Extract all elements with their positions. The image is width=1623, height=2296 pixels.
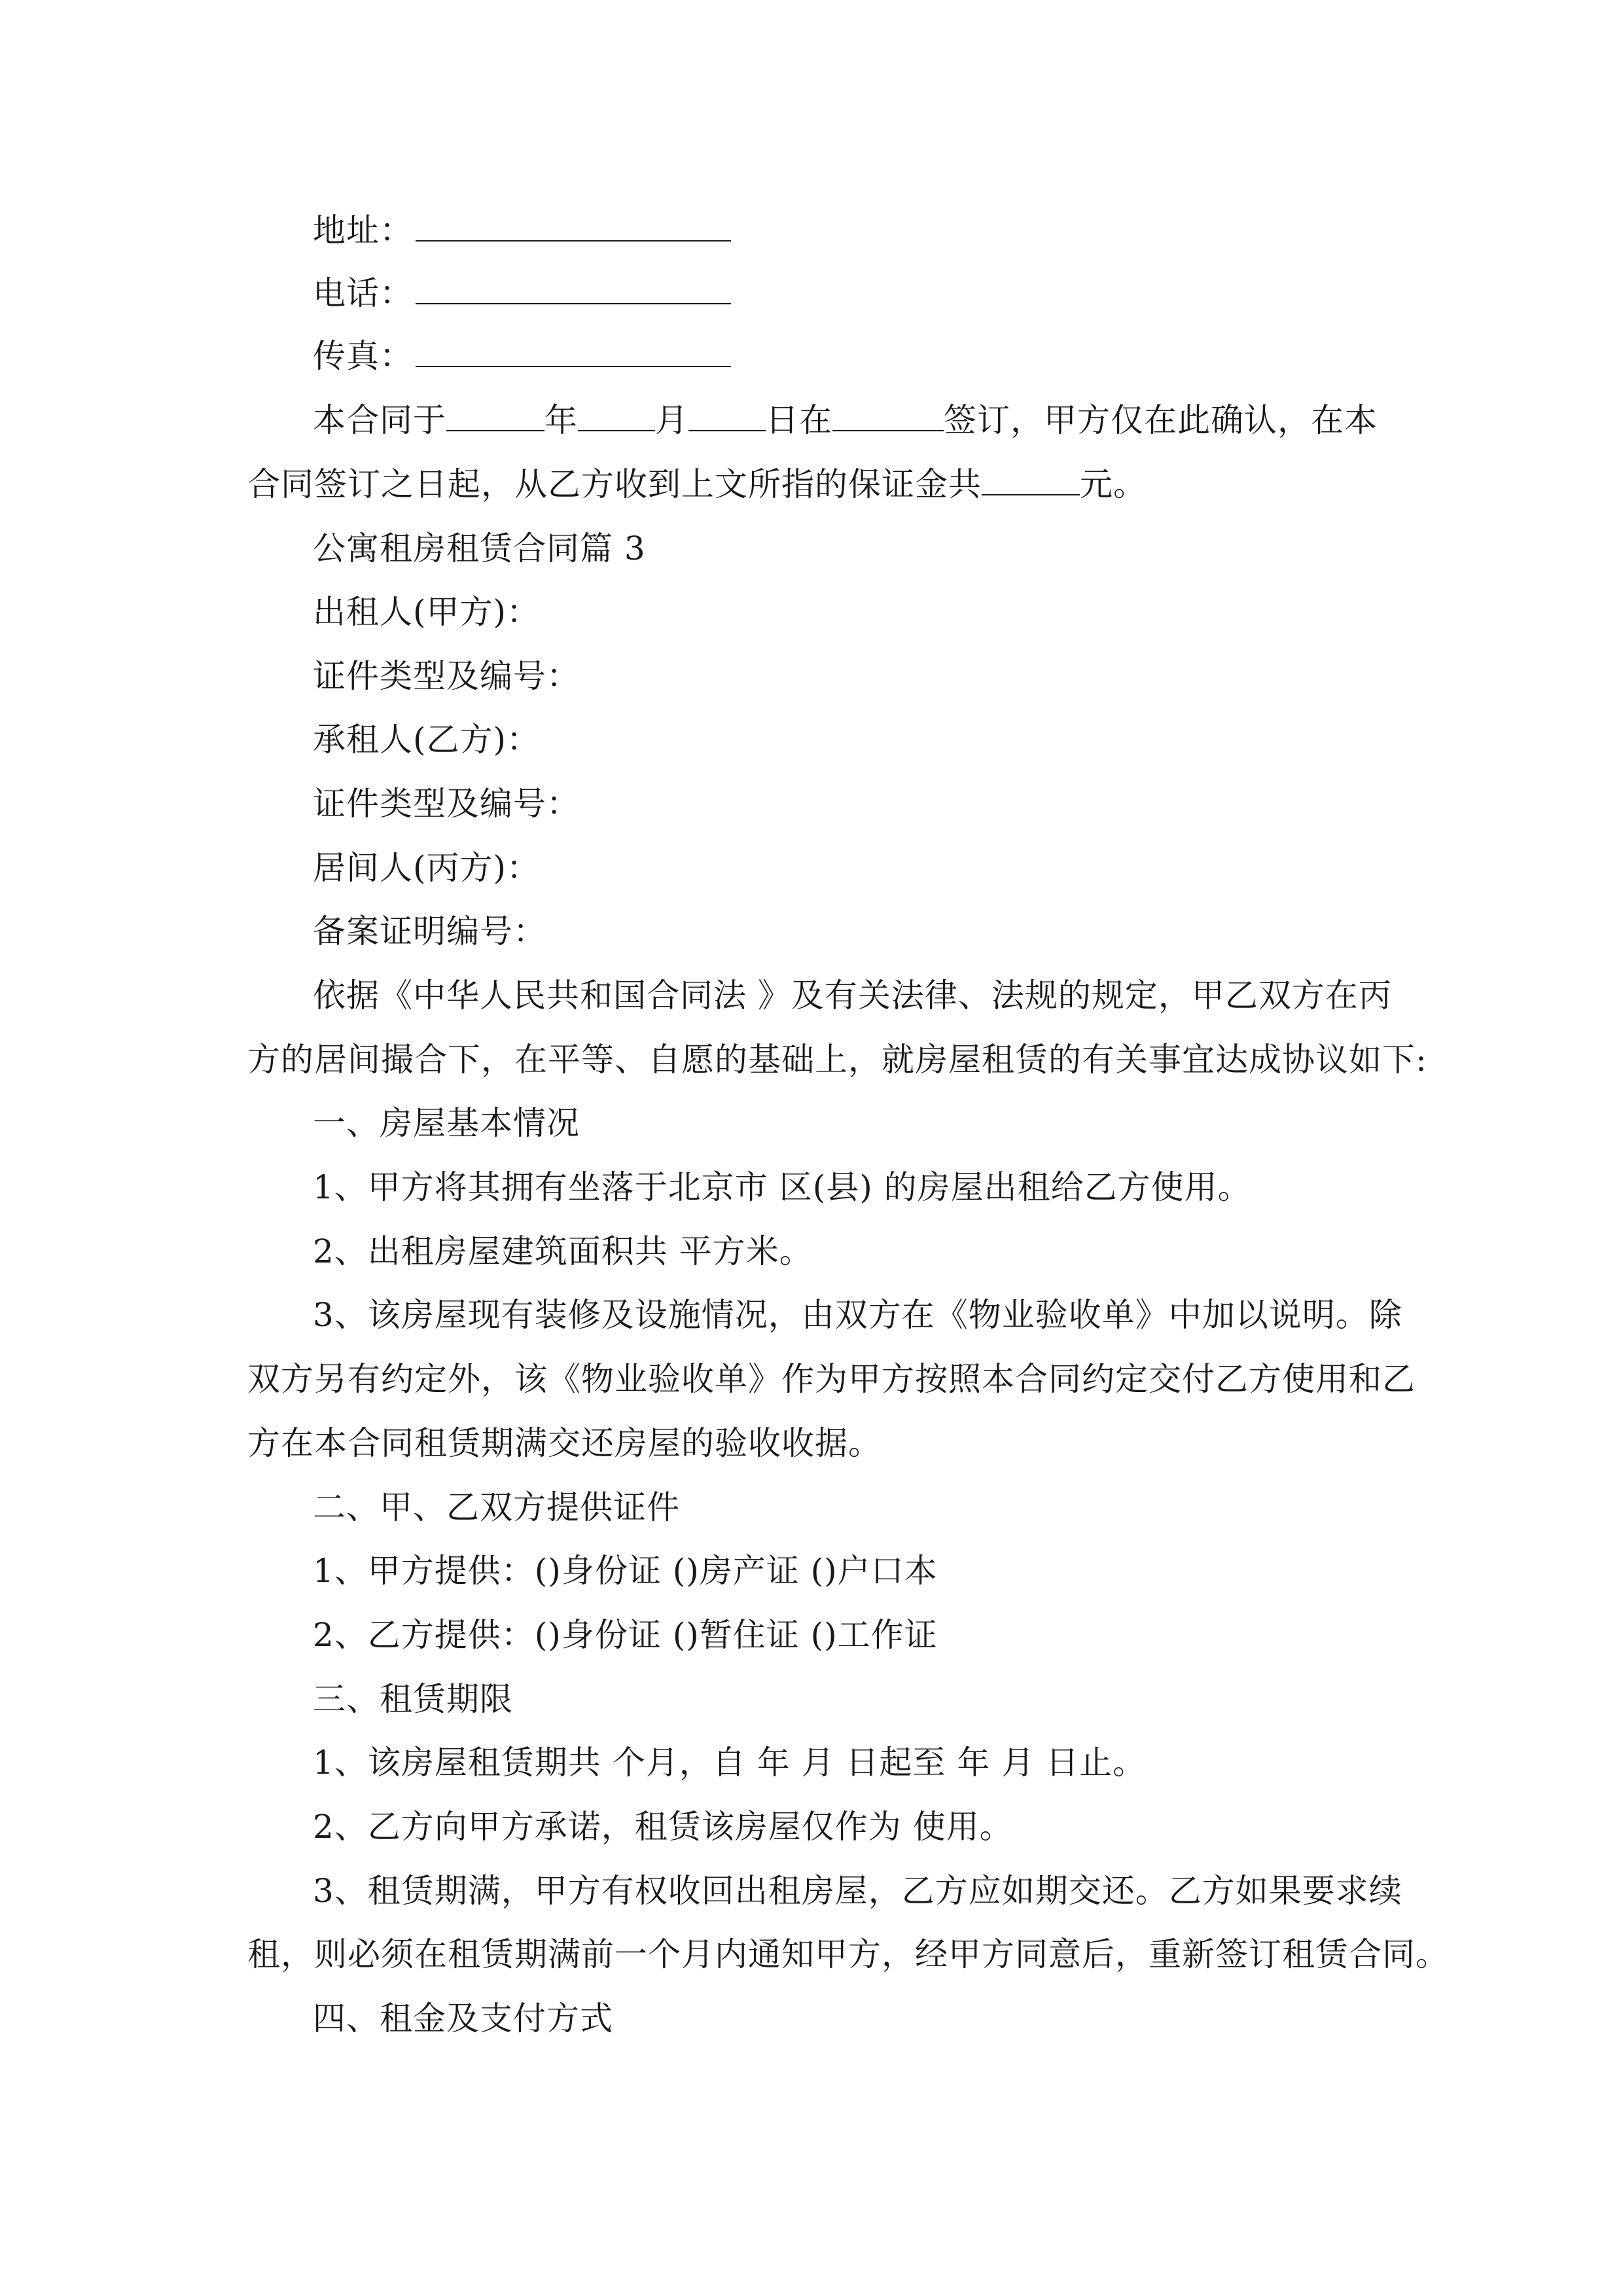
year-blank xyxy=(446,401,544,431)
clause-1-3-line-2: 双方另有约定外，该《物业验收单》作为甲方按照本合同约定交付乙方使用和乙 xyxy=(247,1360,1416,1398)
fax-label: 传真： xyxy=(313,337,413,375)
heading-4: 四、租金及支付方式 xyxy=(313,2000,613,2037)
clause-1-2: 2、出租房屋建筑面积共 平方米。 xyxy=(313,1232,813,1270)
clause-1-3-line-1: 3、该房屋现有装修及设施情况，由双方在《物业验收单》中加以说明。除 xyxy=(313,1296,1402,1334)
day-blank xyxy=(688,401,766,431)
lessee-line: 承租人(乙方)： xyxy=(313,721,541,759)
sign-statement-line-2 xyxy=(0,465,1623,504)
filing-no-line: 备案证明编号： xyxy=(313,912,546,950)
fax-line xyxy=(0,336,1623,376)
sign-text: 本合同于 xyxy=(313,401,446,439)
heading-2: 二、甲、乙双方提供证件 xyxy=(313,1488,680,1526)
preamble-line-1: 依据《中华人民共和国合同法 》及有关法律、法规的规定，甲乙双方在丙 xyxy=(313,977,1392,1014)
lessor-id-line: 证件类型及编号： xyxy=(313,657,580,695)
preamble-line-2: 方的居间撮合下，在平等、自愿的基础上，就房屋租赁的有关事宜达成协议如下: xyxy=(247,1041,1427,1079)
address-label: 地址： xyxy=(313,211,413,249)
day-label: 日在 xyxy=(766,401,832,439)
clause-2-1: 1、甲方提供：()身份证 ()房产证 ()户口本 xyxy=(313,1552,938,1590)
fax-blank xyxy=(416,337,731,367)
clause-1-3-line-3: 方在本合同租赁期满交还房屋的验收收据。 xyxy=(247,1424,882,1462)
phone-line xyxy=(0,274,1623,313)
sign-text: 签订，甲方仅在此确认，在本 xyxy=(944,401,1378,439)
year-label: 年 xyxy=(544,401,578,439)
amount-blank xyxy=(982,465,1080,495)
clause-1-1: 1、甲方将其拥有坐落于北京市 区(县) 的房屋出租给乙方使用。 xyxy=(313,1168,1251,1206)
clause-3-3-line-1: 3、租赁期满，甲方有权收回出租房屋，乙方应如期交还。乙方如果要求续 xyxy=(313,1872,1402,1910)
currency-label: 元。 xyxy=(1080,465,1147,503)
heading-3: 三、租赁期限 xyxy=(313,1680,513,1718)
lessor-line: 出租人(甲方)： xyxy=(313,593,541,631)
clause-3-1: 1、该房屋租赁期共 个月，自 年 月 日起至 年 月 日止。 xyxy=(313,1744,1147,1782)
broker-line: 居间人(丙方)： xyxy=(313,849,541,887)
section-title: 公寓租房租赁合同篇 3 xyxy=(313,529,646,567)
address-line xyxy=(0,211,1623,250)
clause-2-2: 2、乙方提供：()身份证 ()暂住证 ()工作证 xyxy=(313,1616,938,1654)
month-blank xyxy=(578,401,655,431)
sign-statement-line-1 xyxy=(0,401,1623,440)
phone-blank xyxy=(416,274,731,304)
heading-1: 一、房屋基本情况 xyxy=(313,1104,580,1142)
deposit-text: 合同签订之日起，从乙方收到上文所指的保证金共 xyxy=(247,465,982,503)
month-label: 月 xyxy=(655,401,688,439)
lessee-id-line: 证件类型及编号： xyxy=(313,785,580,823)
phone-label: 电话： xyxy=(313,274,413,312)
clause-3-2: 2、乙方向甲方承诺，租赁该房屋仅作为 使用。 xyxy=(313,1808,1013,1846)
address-blank xyxy=(416,211,731,242)
clause-3-3-line-2: 租，则必须在租赁期满前一个月内通知甲方，经甲方同意后，重新签订租赁合同。 xyxy=(247,1935,1449,1973)
place-blank xyxy=(832,401,944,431)
